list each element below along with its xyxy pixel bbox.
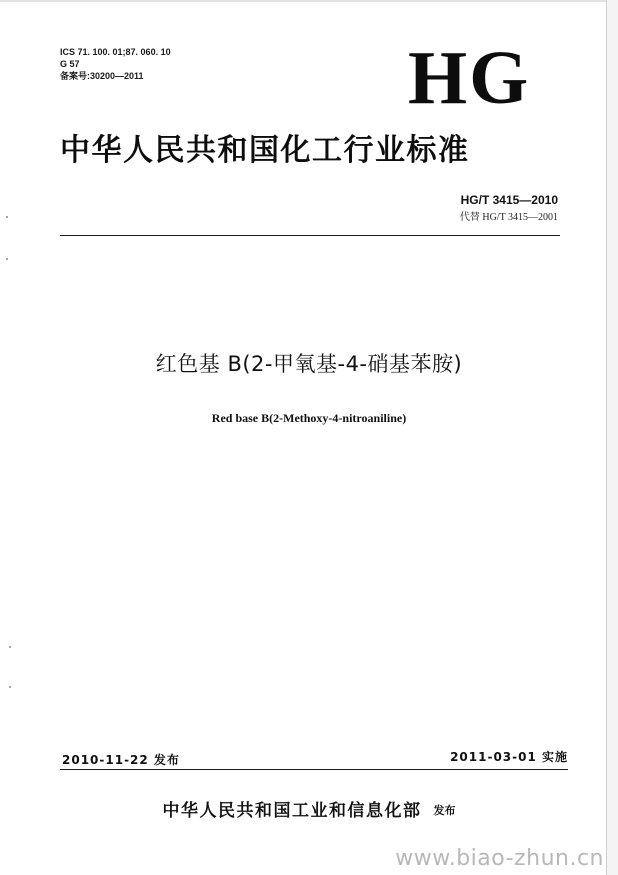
classification-block xyxy=(60,46,171,82)
document-title-english: Red base B(2-Methoxy-4-nitroaniline) xyxy=(211,411,407,425)
issuer-action: 发布 xyxy=(433,804,456,817)
scan-speck xyxy=(6,216,8,218)
watermark-url: www.biao-zhun.cn xyxy=(395,846,604,871)
scan-speck xyxy=(9,646,11,648)
document-title-chinese: 红色基 B(2-甲氧基-4-硝基苯胺) xyxy=(155,352,463,376)
issue-date: 2010-11-22 发布 xyxy=(62,753,180,767)
issuer-line xyxy=(0,800,618,822)
ics-code: ICS 71. 100. 01;87. 060. 10 xyxy=(60,47,171,57)
page-right-edge xyxy=(606,0,618,875)
page-top-edge xyxy=(0,0,606,2)
scan-speck xyxy=(6,258,8,260)
footer-divider xyxy=(60,769,568,770)
standard-number: HG/T 3415—2010 xyxy=(460,193,558,207)
scan-speck xyxy=(9,686,11,688)
implementation-date: 2011-03-01 实施 xyxy=(450,750,568,764)
header-divider xyxy=(60,235,560,236)
standard-organization-title: 中华人民共和国化工行业标准 xyxy=(60,133,470,168)
replaces-standard: 代替 HG/T 3415—2001 xyxy=(459,212,558,223)
issuer-name: 中华人民共和国工业和信息化部 xyxy=(162,801,422,821)
hg-logo: HG xyxy=(408,36,531,120)
record-number: 备案号:30200—2011 xyxy=(60,71,144,81)
ccs-code: G 57 xyxy=(60,59,80,69)
